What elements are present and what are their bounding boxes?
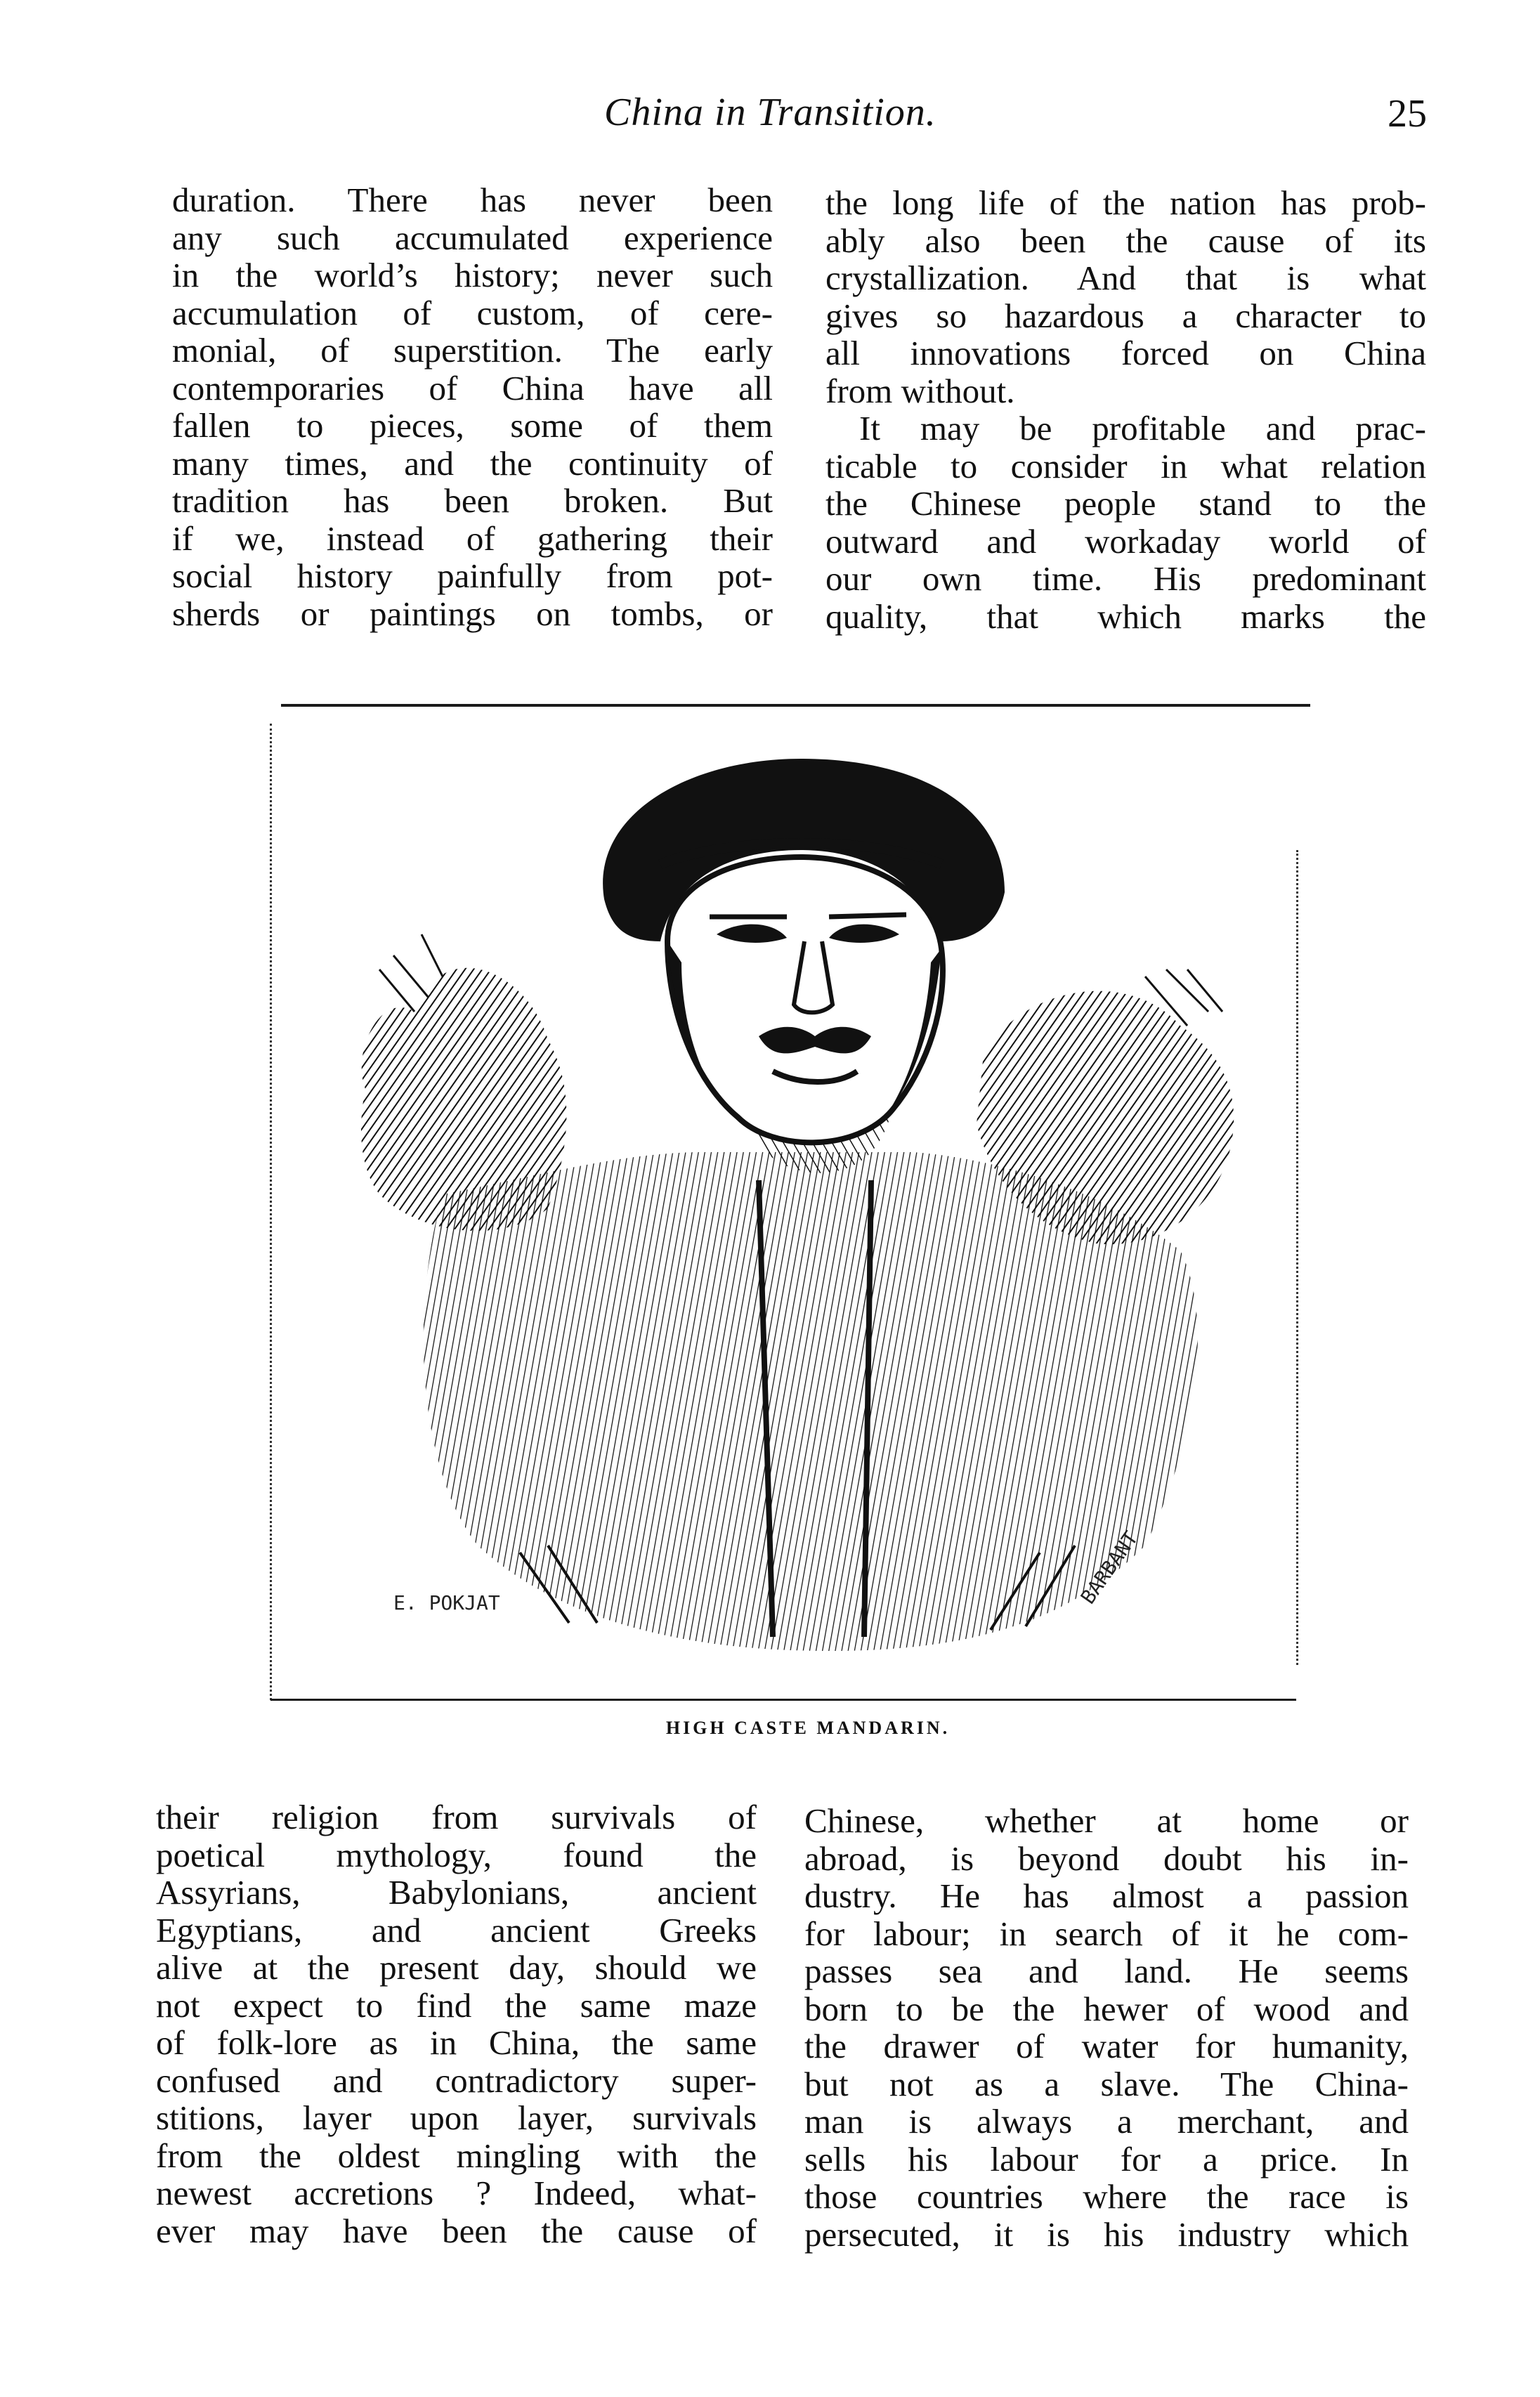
text-column-top-left: [172, 181, 773, 632]
text-line: many times, and the continuity of: [172, 443, 773, 483]
text-column-bottom-left: [156, 1798, 757, 2249]
text-line: social history painfully from pot-: [172, 556, 773, 595]
text-line: born to be the hewer of wood and: [804, 1989, 1409, 2028]
text-line: Assyrians, Babylonians, ancient: [156, 1873, 757, 1912]
page-number: 25: [1388, 92, 1427, 136]
face: [667, 857, 943, 1142]
text-line: ably also been the cause of its: [826, 221, 1426, 260]
text-line: all innovations forced on China: [826, 334, 1426, 372]
text-line: dustry. He has almost a passion: [804, 1876, 1409, 1915]
text-line: quality, that which marks the: [826, 596, 1426, 636]
engraver-signature-right: BARBANT: [1076, 1527, 1143, 1609]
text-line: the drawer of water for humanity,: [804, 2027, 1409, 2065]
text-line: not expect to find the same maze: [156, 1985, 757, 2025]
text-line: tradition has been broken. But: [172, 481, 773, 520]
text-line: for labour; in search of it he com-: [804, 1914, 1409, 1953]
text-line: monial, of superstition. The early: [172, 331, 773, 370]
text-line: It may be profitable and prac-: [859, 409, 1426, 448]
text-line: abroad, is beyond doubt his in-: [804, 1838, 1409, 1878]
text-line: passes sea and land. He seems: [804, 1952, 1409, 1990]
text-line: accumulation of custom, of cere-: [172, 293, 773, 332]
text-line: contemporaries of China have all: [172, 368, 773, 407]
robe: [424, 1152, 1198, 1651]
figure-caption: HIGH CASTE MANDARIN.: [665, 1718, 951, 1738]
text-line: but not as a slave. The China-: [804, 2064, 1409, 2103]
text-line: gives so hazardous a character to: [826, 296, 1426, 335]
text-column-top-right: [826, 184, 1426, 635]
text-line: sells his labour for a price. In: [804, 2139, 1409, 2179]
text-line: their religion from survivals of: [156, 1798, 757, 1836]
text-line: crystallization. And that is what: [826, 259, 1426, 297]
text-line: those countries where the race is: [804, 2177, 1409, 2216]
text-line: any such accumulated experience: [172, 218, 773, 257]
text-line: ticable to consider in what relation: [826, 446, 1426, 485]
text-line: from without.: [826, 371, 1015, 410]
text-line: Chinese, whether at home or: [804, 1801, 1409, 1840]
text-line: fallen to pieces, some of them: [172, 406, 773, 445]
text-line: our own time. His predominant: [826, 559, 1426, 598]
text-column-bottom-right: [804, 1802, 1409, 2253]
text-line: alive at the present day, should we: [156, 1948, 757, 1987]
text-line: outward and workaday world of: [826, 521, 1426, 561]
running-header-title: China in Transition.: [604, 91, 937, 134]
text-line: the Chinese people stand to the: [826, 484, 1426, 523]
text-line: man is always a merchant, and: [804, 2102, 1409, 2141]
figure-right-rule: [1296, 850, 1300, 1665]
text-line: of folk-lore as in China, the same: [156, 2023, 757, 2062]
figure-left-rule: [270, 724, 273, 1700]
text-line: poetical mythology, found the: [156, 1835, 757, 1874]
engraver-signature-left: E. POKJAT: [393, 1591, 500, 1614]
text-line: Egyptians, and ancient Greeks: [156, 1910, 757, 1949]
figure-bottom-rule: [270, 1699, 1296, 1701]
text-line: persecuted, it is his industry which: [804, 2214, 1409, 2254]
text-line: stitions, layer upon layer, survivals: [156, 2098, 757, 2137]
text-line: confused and contradictory super-: [156, 2060, 757, 2100]
text-line: newest accretions ? Indeed, what-: [156, 2174, 757, 2212]
figure-top-rule: [281, 704, 1310, 707]
text-line: the long life of the nation has prob-: [826, 183, 1426, 222]
text-line: from the oldest mingling with the: [156, 2136, 757, 2175]
text-line: ever may have been the cause of: [156, 2211, 757, 2250]
text-line: duration. There has never been: [172, 181, 773, 219]
text-line: in the world’s history; never such: [172, 256, 773, 294]
text-line: sherds or paintings on tombs, or: [172, 594, 773, 633]
text-line: if we, instead of gathering their: [172, 518, 773, 558]
